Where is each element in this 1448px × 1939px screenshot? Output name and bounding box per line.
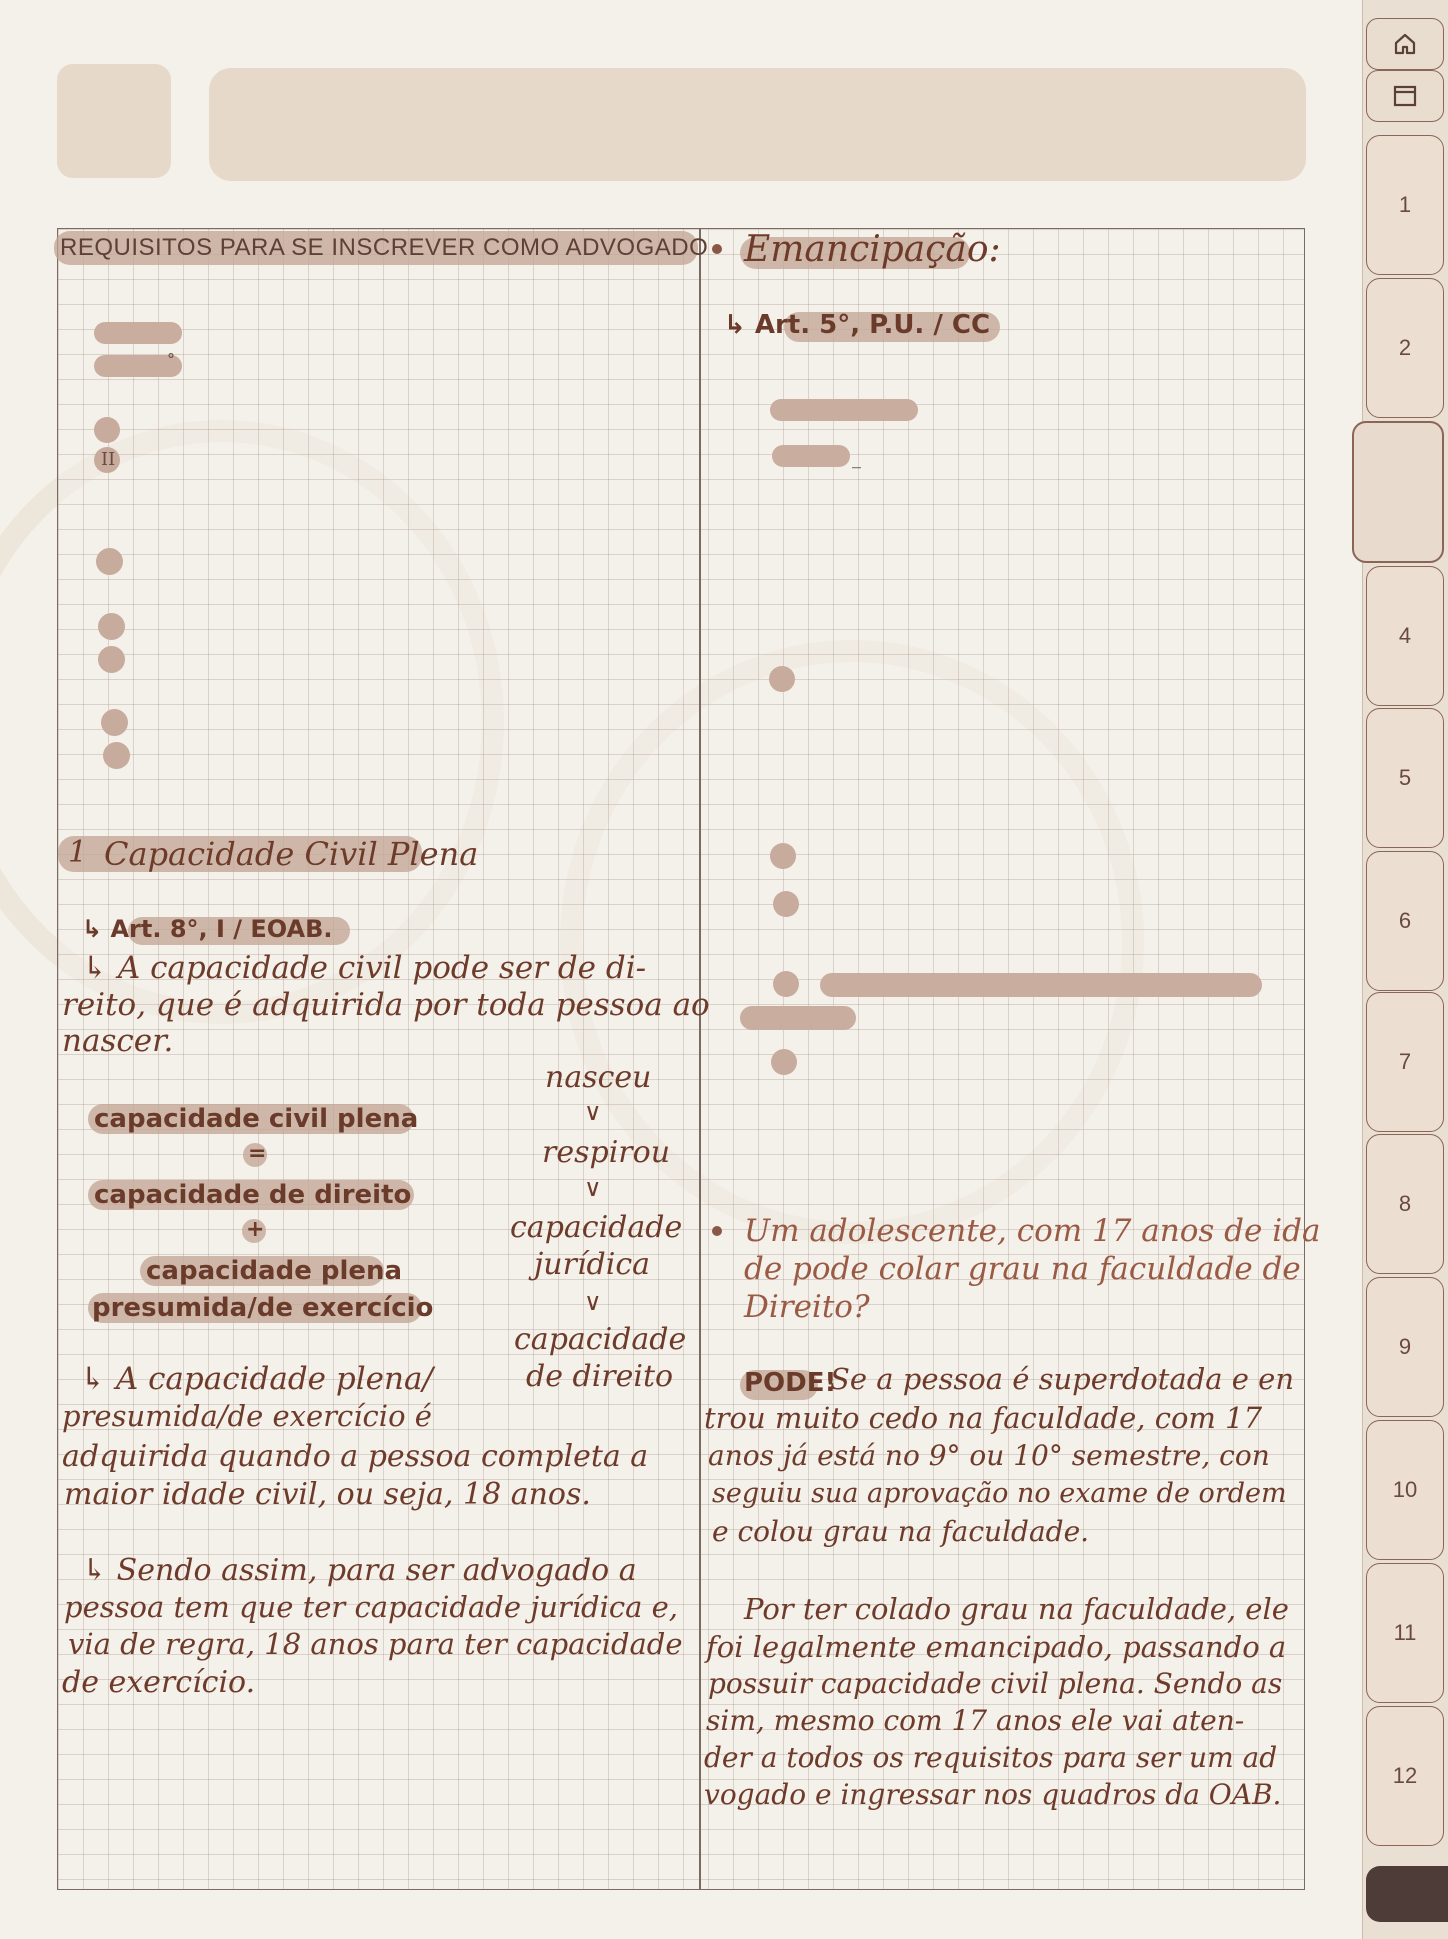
placeholder-bar (770, 399, 918, 421)
placeholder-dot (770, 843, 796, 869)
tab-4[interactable]: 4 (1366, 566, 1444, 706)
equation-line1: capacidade civil plena (94, 1104, 419, 1134)
tab-6[interactable]: 6 (1366, 851, 1444, 991)
tab-2[interactable]: 2 (1366, 278, 1444, 418)
conclusion-line6: vogado e ingressar nos quadros da OAB. (704, 1778, 1282, 1811)
article-ref: ↳ Art. 8°, I / EOAB. (82, 915, 333, 943)
heading-number: 1 (68, 835, 88, 870)
flow-nasceu: nasceu (545, 1060, 652, 1095)
tab-11[interactable]: 11 (1366, 1563, 1444, 1703)
question-line3: Direito? (744, 1289, 870, 1325)
placeholder-dot (773, 971, 799, 997)
flow-de-direito: de direito (526, 1359, 674, 1394)
section-title: REQUISITOS PARA SE INSCREVER COMO ADVOGADO (60, 234, 709, 261)
underline-mark: _ (852, 448, 861, 469)
answer-line5: e colou grau na faculdade. (712, 1515, 1090, 1548)
para3-line4: de exercício. (62, 1665, 256, 1700)
tab-9[interactable]: 9 (1366, 1277, 1444, 1417)
equation-line4: presumida/de exercício (92, 1293, 434, 1323)
placeholder-bar (820, 973, 1262, 997)
para3-line3: via de regra, 18 anos para ter capacidade (68, 1627, 683, 1661)
heading-capacidade: Capacidade Civil Plena (104, 835, 479, 873)
para2-line1: ↳ A capacidade plena/ (80, 1361, 433, 1397)
placeholder-dot (94, 417, 120, 443)
window-button[interactable] (1366, 70, 1444, 122)
column-divider (699, 228, 701, 1890)
flow-arrow: ∨ (584, 1174, 602, 1202)
roman-two-mark: II (101, 449, 116, 470)
placeholder-bar (740, 1006, 856, 1030)
answer-lead: PODE! (744, 1368, 837, 1398)
header-title-bar (209, 68, 1306, 181)
flow-juridica: jurídica (534, 1247, 651, 1282)
equation-plus: + (246, 1217, 265, 1242)
heading-emancipacao: Emancipação: (744, 229, 1001, 270)
conclusion-line1: Por ter colado grau na faculdade, ele (744, 1592, 1289, 1626)
flow-capacidade-1: capacidade (510, 1210, 683, 1245)
tab-1[interactable]: 1 (1366, 135, 1444, 275)
bullet (712, 244, 722, 254)
conclusion-line2: foi legalmente emancipado, passando a (706, 1630, 1287, 1664)
placeholder-dot (101, 709, 128, 736)
conclusion-line4: sim, mesmo com 17 anos ele vai aten- (706, 1704, 1245, 1737)
home-button[interactable] (1366, 18, 1444, 70)
tab-5[interactable]: 5 (1366, 708, 1444, 848)
bullet (712, 1226, 722, 1236)
para3-line1: ↳ Sendo assim, para ser advogado a (82, 1553, 637, 1588)
answer-line4: seguiu sua aprovação no exame de ordem (712, 1478, 1287, 1509)
tab-12[interactable]: 12 (1366, 1706, 1444, 1846)
conclusion-line3: possuir capacidade civil plena. Sendo as (708, 1667, 1283, 1700)
placeholder-dot (98, 646, 125, 673)
header-date-box (57, 64, 171, 178)
placeholder-bar (772, 445, 850, 467)
tab-10[interactable]: 10 (1366, 1420, 1444, 1560)
placeholder-dot (771, 1049, 797, 1075)
placeholder-bar (94, 322, 182, 344)
tab-8[interactable]: 8 (1366, 1134, 1444, 1274)
placeholder-dot (769, 666, 795, 692)
para1-line1: ↳ A capacidade civil pode ser de di- (82, 950, 647, 986)
answer-line2: trou muito cedo na faculdade, com 17 (704, 1401, 1263, 1435)
conclusion-line5: der a todos os requisitos para ser um ad (704, 1741, 1278, 1774)
flow-arrow: ∨ (584, 1098, 602, 1126)
degree-mark: ° (167, 350, 175, 369)
placeholder-dot (773, 891, 799, 917)
equation-line2: capacidade de direito (94, 1180, 412, 1210)
para1-line2: reito, que é adquirida por toda pessoa ao (62, 987, 710, 1023)
flow-arrow: ∨ (584, 1288, 602, 1316)
flow-respirou: respirou (542, 1135, 671, 1170)
window-icon (1392, 84, 1418, 108)
home-icon (1392, 31, 1418, 57)
article-ref: ↳ Art. 5°, P.U. / CC (724, 310, 991, 340)
placeholder-dot (103, 742, 130, 769)
placeholder-dot (98, 613, 125, 640)
answer-line1: Se a pessoa é superdotada e en (830, 1362, 1294, 1396)
answer-line3: anos já está no 9° ou 10° semestre, con (708, 1439, 1270, 1472)
para2-line2: presumida/de exercício é (62, 1399, 432, 1433)
question-line2: de pode colar grau na faculdade de (744, 1251, 1301, 1287)
para3-line2: pessoa tem que ter capacidade jurídica e, (64, 1590, 678, 1624)
tab-7[interactable]: 7 (1366, 992, 1444, 1132)
para1-line3: nascer. (62, 1023, 174, 1059)
equation-line3: capacidade plena (146, 1256, 403, 1286)
placeholder-dot (96, 548, 123, 575)
para2-line3: adquirida quando a pessoa completa a (62, 1439, 649, 1474)
equation-equals: = (248, 1141, 267, 1166)
para2-line4: maior idade civil, ou seja, 18 anos. (64, 1477, 591, 1512)
flow-capacidade-2: capacidade (514, 1322, 687, 1357)
question-line1: Um adolescente, com 17 anos de ida (744, 1213, 1321, 1249)
tab-3-active[interactable] (1352, 421, 1444, 563)
dark-tab[interactable] (1366, 1866, 1448, 1922)
